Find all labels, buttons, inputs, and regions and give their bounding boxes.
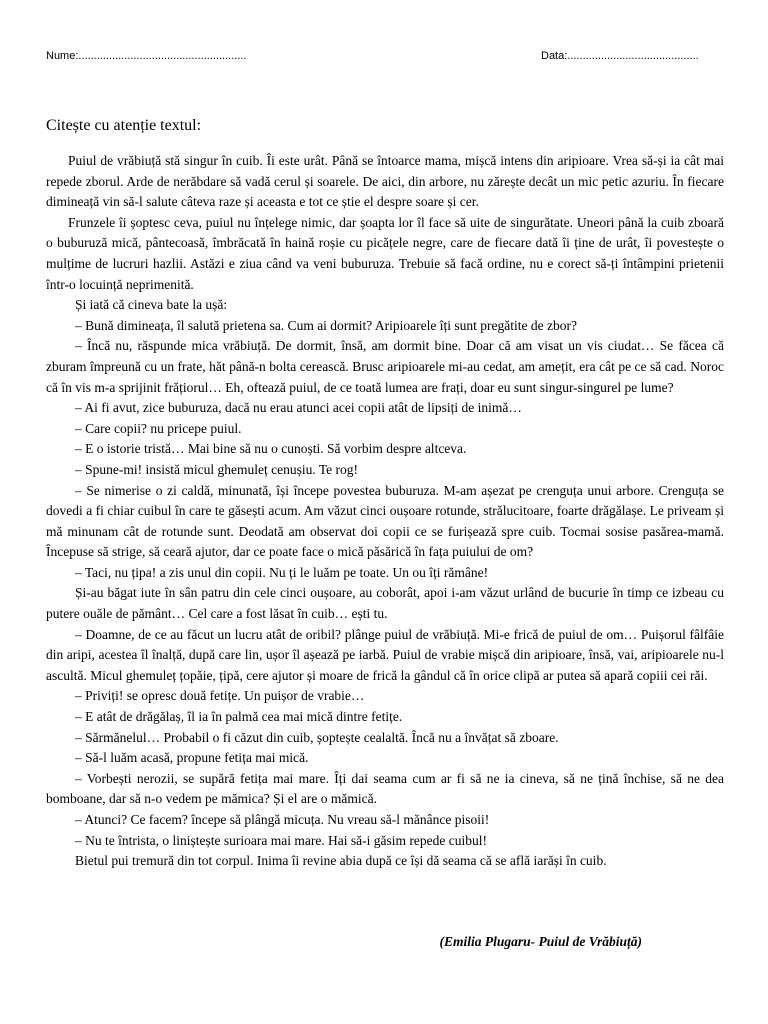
dialog-paragraph: – Nu te întrista, o liniștește surioara mai mare. Hai să-i găsim repede cuibul! bbox=[75, 832, 488, 848]
dialog-paragraph: – Atunci? Ce facem? începe să plângă micuța. Nu vreau să-l mănânce pisoii! bbox=[75, 812, 490, 827]
dialog-paragraph: – E atât de drăgălaș, îl ia în palmă cea mai mică dintre fetițe. bbox=[75, 709, 403, 725]
dialog-paragraph: – Să-l luăm acasă, propune fetița mai mică. bbox=[75, 750, 309, 766]
dialog-paragraph: – Încă nu, răspunde mica vrăbiuță. De dormit, însă, am dormit bine. Doar că am visat un vis ciudat… Se făcea că zburam împreună cu un frate, hăt până-n bolta cerească. Brusc aripioarele mi-au cedat, am amețit, era cât pe ce să cad. Noroc că în vis m-a sprijinit frățiorul… Eh, oftează puiul, de ce toată lumea are frați, doar eu sunt singur-singurel pe lume? bbox=[46, 338, 724, 395]
dialog-paragraph: Și iată că cineva bate la ușă: bbox=[75, 297, 228, 313]
story-paragraph: Frunzele îi șoptesc ceva, puiul nu înțelege nimic, dar șoapta lor îl face să uite de singurătate. Uneori până la cuib zboară o buburuză mică, pântecoasă, îmbrăcată în haină roșie cu picățele negre, care de fiecare dată îi ține de urât, îi povestește o mulțime de lucruri hazlii. Astăzi e ziua când va veni buburuza. Trebuie să facă ordine, nu e corect să-ți întâmpini prietenii într-o locuință neprimenită. bbox=[46, 214, 724, 292]
dialog-paragraph: – Vorbești nerozii, se supără fetița mai mare. Îți dai seama cum ar fi să ne ia cineva, să ne țină închise, să ne dea bomboane, dar să n-o vedem pe mămica? Și el are o mămică. bbox=[46, 770, 724, 807]
date-field: Data:........................................... bbox=[541, 50, 699, 62]
dialog-paragraph: – Sărmănelul… Probabil o fi căzut din cuib, șoptește cealaltă. Încă nu a învățat să zboare. bbox=[75, 729, 559, 745]
dialog-paragraph: Și-au băgat iute în sân patru din cele cinci oușoare, au coborât, apoi i-am văzut urlând de bucurie în timp ce izbeau cu putere ouăle de pământ… Cel care a fost lăsat în cuib… ești tu. bbox=[46, 585, 724, 622]
dialog-paragraph: – Bună dimineața, îl salută prietena sa. Cum ai dormit? Aripioarele îți sunt pregătite de zbor? bbox=[75, 317, 577, 333]
dialog-paragraph: – Taci, nu țipa! a zis unul din copii. Nu ți le luăm pe toate. Un ou îți rămâne! bbox=[75, 564, 489, 580]
dialog-paragraph: – E o istorie tristă… Mai bine să nu o cunoști. Să vorbim despre altceva. bbox=[75, 441, 467, 457]
name-field: Nume:....................................................... bbox=[46, 50, 247, 62]
story-text bbox=[46, 151, 724, 872]
dialog-paragraph: – Spune-mi! insistă micul ghemuleț cenușiu. Te rog! bbox=[75, 461, 359, 477]
story-attribution: (Emilia Plugaru- Puiul de Vrăbiuță) bbox=[439, 934, 642, 949]
dialog-paragraph: Bietul pui tremură din tot corpul. Inima îi revine abia după ce își dă seama că se află iarăși în cuib. bbox=[75, 853, 607, 869]
dialog-paragraph: – Se nimerise o zi caldă, minunată, își începe povestea buburuza. M-am așezat pe crenguța unui arbore. Crenguța se dovedi a fi chiar cuibul în care te găsești acum. Am văzut cinci oușoare rotunde, strălucitoare, foarte drăgălașe. Le priveam și mă minunam cât de rotunde sunt. Deodată am observat doi copii ce se furișează spre cuib. Tocmai sosise pasărea-mamă. Începuse să strige, să ceară ajutor, dar ce poate face o mică păsărică în fața puiului de om? bbox=[46, 482, 724, 560]
worksheet-header bbox=[46, 48, 716, 64]
instruction-heading: Citește cu atenție textul: bbox=[46, 117, 202, 134]
dialog-paragraph: – Care copii? nu pricepe puiul. bbox=[75, 420, 242, 436]
dialog-paragraph: – Priviți! se opresc două fetițe. Un puișor de vrabie… bbox=[75, 688, 365, 704]
dialog-paragraph: – Ai fi avut, zice buburuza, dacă nu erau atunci acei copii atât de lipsiți de inimă… bbox=[75, 400, 522, 416]
story-paragraph: Puiul de vrăbiuță stă singur în cuib. Îi este urât. Până se întoarce mama, mișcă intens din aripioare. Vrea să-și ia cât mai repede zborul. Arde de nerăbdare să vadă cerul și soarele. De aici, din arbore, nu zărește decât un mic petic azuriu. În fiecare dimineață vin să-l salute câteva raze și aceasta e tot ce știe el despre soare și cer. bbox=[46, 153, 724, 210]
dialog-paragraph: – Doamne, de ce au făcut un lucru atât de oribil? plânge puiul de vrăbiuță. Mi-e frică de puiul de om… Puișorul fâlfâie din aripi, acestea îl înalță, după care lin, ușor îl așează pe iarbă. Puiul de vrabie mișcă din aripioare, însă, vai, aripioarele nu-l ascultă. Micul ghemuleț țopăie, țipă, cere ajutor și moare de frică la gândul că în orice clipă ar putea să apară copiii cei răi. bbox=[46, 626, 724, 683]
